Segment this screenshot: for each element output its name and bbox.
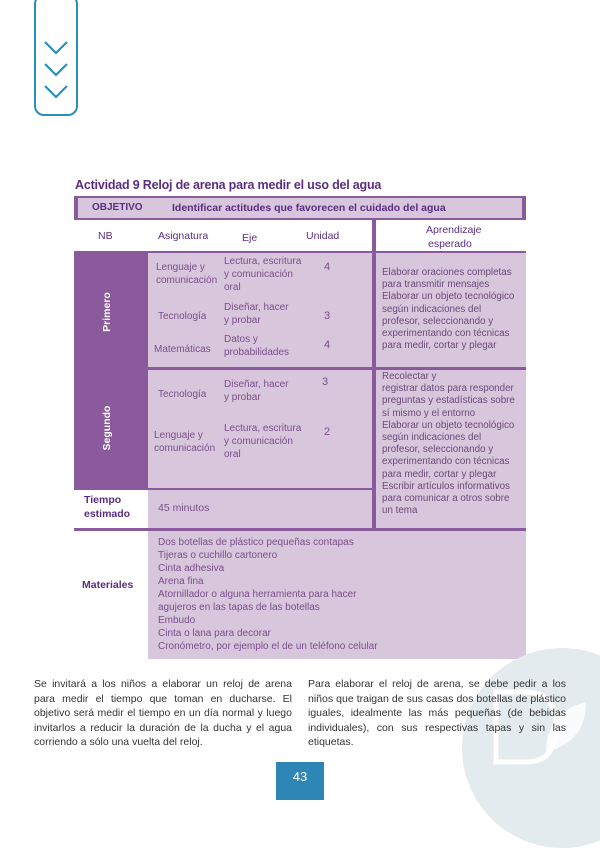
paragraph-left: Se invitará a los niños a elaborar un reloj de arena para medir el tiempo que toman en ducharse. El objetivo será medir el tiempo en un día normal y luego invitarlos a reducir la duración de la ducha y el agua corriendo a sólo una vuelta del reloj.	[34, 678, 292, 748]
header-left	[74, 220, 372, 251]
primero-unidad-1: 4	[324, 261, 331, 273]
chevron-down-icon	[43, 40, 69, 104]
primero-subjects	[148, 253, 372, 367]
materiales-label-cell	[74, 531, 148, 659]
objetivo-text: Identificar actitudes que favorecen el cuidado del agua	[172, 202, 446, 214]
primero-eje-2a: Diseñar, hacer	[224, 302, 289, 313]
primero-eje-1a: Lectura, escritura	[224, 256, 302, 267]
segundo-aprendizaje	[376, 370, 526, 528]
segundo-asig-2a: Lenguaje y	[154, 430, 203, 441]
header-nb: NB	[98, 230, 113, 242]
header-asignatura: Asignatura	[158, 230, 209, 242]
tiempo-value: 45 minutos	[158, 502, 210, 514]
list-item: Cinta adhesiva	[158, 563, 225, 574]
tiempo-value-cell	[148, 490, 372, 528]
header-unidad: Unidad	[306, 230, 340, 242]
segundo-asig-1: Tecnología	[158, 389, 207, 400]
list-item: agujeros en las tapas de las botellas	[158, 602, 320, 613]
header-right	[376, 220, 526, 251]
materiales-label: Materiales	[82, 579, 134, 591]
segundo-aprendizaje-text: Recolectar y registrar datos para responder preguntas y estadísticas sobre sí mismo y el entorno Elaborar un objeto tecnológico según indicaciones del profesor, seleccionando y experimentando con técnicas para medir, cortar y plegar Escribir artículos informativos para comunicar a otros sobre un tema	[382, 371, 515, 517]
objetivo-row	[78, 198, 522, 218]
segundo-unidad-2: 2	[324, 426, 331, 438]
segundo-asig-2b: comunicación	[154, 443, 216, 454]
activity-title: Actividad 9 Reloj de arena para medir el uso del agua	[75, 178, 382, 192]
list-item: Arena fina	[158, 576, 204, 587]
tiempo-label-2: estimado	[84, 508, 131, 520]
primero-asig-2: Tecnología	[158, 311, 207, 322]
nb-segundo-label: Segundo	[101, 405, 113, 451]
segundo-eje-1b: y probar	[224, 392, 261, 403]
primero-asig-1b: comunicación	[156, 275, 218, 286]
paragraph-right: Para elaborar el reloj de arena, se debe pedir a los niños que traigan de sus casas dos botellas de plástico iguales, idealmente las más pequeñas (de bebidas individuales), con sus respectivas tapas y sin las etiquetas.	[308, 678, 566, 748]
list-item: Tijeras o cuchillo cartonero	[158, 550, 278, 561]
primero-eje-3a: Datos y	[224, 334, 258, 345]
header-aprendizaje: Aprendizaje	[426, 224, 482, 236]
chevron-tab	[34, 0, 78, 116]
primero-eje-3b: probabilidades	[224, 347, 290, 358]
objetivo-label: OBJETIVO	[92, 202, 143, 213]
segundo-eje-2b: y comunicación	[224, 436, 293, 447]
activity-table	[74, 196, 526, 659]
segundo-unidad-1: 3	[322, 376, 329, 388]
nb-primero-label: Primero	[101, 292, 113, 332]
primero-aprendizaje	[376, 253, 526, 367]
list-item: Cinta o lana para decorar	[158, 628, 271, 639]
header-esperado: esperado	[428, 238, 472, 250]
materiales-list	[158, 536, 378, 653]
list-item: Cronómetro, por ejemplo el de un teléfono celular	[158, 641, 378, 652]
primero-unidad-3: 4	[324, 339, 331, 351]
list-item: Embudo	[158, 615, 196, 626]
segundo-eje-2a: Lectura, escritura	[224, 423, 302, 434]
primero-asig-3: Matemáticas	[154, 344, 211, 355]
segundo-eje-1a: Diseñar, hacer	[224, 379, 289, 390]
list-item: Atornillador o alguna herramienta para hacer	[158, 589, 357, 600]
primero-eje-1b: y comunicación	[224, 269, 293, 280]
segundo-subjects	[148, 370, 372, 488]
header-eje: Eje	[242, 232, 258, 244]
materiales-list-cell	[148, 531, 526, 659]
segundo-eje-2c: oral	[224, 449, 241, 460]
primero-aprendizaje-text: Elaborar oraciones completas para transmitir mensajes Elaborar un objeto tecnológico según indicaciones del profesor, seleccionando y experimentando con técnicas para medir, cortar y plegar	[382, 267, 515, 352]
primero-eje-2b: y probar	[224, 315, 261, 326]
tiempo-label-1: Tiempo	[84, 494, 122, 506]
primero-asig-1a: Lenguaje y	[156, 262, 205, 273]
list-item: Dos botellas de plástico pequeñas contapas	[158, 537, 354, 548]
tiempo-label-cell	[74, 490, 148, 528]
page-number: 43	[276, 762, 324, 800]
primero-unidad-2: 3	[324, 310, 331, 322]
primero-eje-1c: oral	[224, 282, 241, 293]
